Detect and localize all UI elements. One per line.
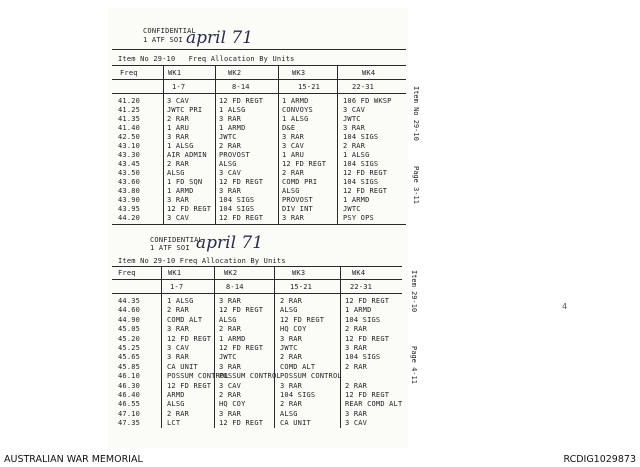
unit-cell: 12 FD REGT [343, 169, 388, 177]
classification-1: CONFIDENTIAL [143, 27, 196, 35]
column-rule [274, 266, 275, 428]
week-range: 15-21 [290, 283, 313, 291]
frequency-cell: 41.25 [118, 106, 141, 114]
rule [112, 266, 402, 267]
unit-cell: 104 SIGS [345, 353, 381, 362]
unit-cell: 12 FD REGT [280, 315, 325, 324]
unit-cell: 1 ARMD [345, 306, 372, 315]
unit-cell: 3 CAV [167, 97, 190, 105]
unit-cell: 3 RAR [219, 409, 242, 418]
unit-cell: D&E [282, 124, 296, 132]
unit-cell: CA UNIT [280, 419, 311, 428]
rule [112, 279, 402, 280]
frequency-cell: 46.40 [118, 391, 141, 399]
unit-cell: 2 RAR [343, 142, 366, 150]
unit-1: 1 ATF SOI [143, 36, 183, 44]
frequency-cell: 42.50 [118, 133, 141, 141]
week-range: 8-14 [232, 83, 250, 91]
side-page-1: Page 3-11 [412, 166, 420, 204]
frequency-cell: 43.95 [118, 205, 141, 213]
frequency-cell: 41.40 [118, 124, 141, 132]
unit-cell: POSSUM CONTROL [167, 372, 229, 381]
week-range: 15-21 [298, 83, 321, 91]
unit-cell: POSSUM CONTROL [280, 372, 342, 381]
unit-cell: 1 ARU [282, 151, 305, 159]
unit-cell: 1 ARMD [167, 187, 194, 195]
frequency-cell: 45.85 [118, 362, 141, 371]
unit-cell: 2 RAR [280, 400, 303, 409]
rule [112, 65, 406, 66]
unit-cell: 1 ALSG [282, 115, 309, 123]
unit-cell: 3 RAR [219, 297, 242, 305]
frequency-cell: 46.55 [118, 400, 141, 409]
frequency-cell: 43.10 [118, 142, 141, 150]
side-item-2: Item 29-10 [410, 270, 418, 313]
frequency-cell: 43.90 [118, 196, 141, 204]
week-range: 1-7 [170, 283, 184, 291]
frequency-cell: 45.25 [118, 344, 141, 352]
unit-cell: 1 ARMD [219, 124, 246, 132]
unit-cell: 2 RAR [219, 391, 242, 399]
column-header: WK2 [228, 69, 242, 77]
unit-cell: 1 ARU [167, 124, 190, 132]
frequency-cell: 47.10 [118, 409, 141, 418]
column-rule [161, 266, 162, 428]
frequency-cell: 43.30 [118, 151, 141, 159]
unit-cell: 1 ALSG [219, 106, 246, 114]
item-line-2: Item No 29-10 Freq Allocation By Units [118, 257, 286, 265]
unit-cell: REAR COMD ALT [345, 400, 403, 409]
unit-cell: 1 ALSG [167, 297, 194, 305]
unit-cell: 3 RAR [280, 334, 303, 343]
unit-cell: 3 RAR [219, 362, 242, 371]
week-range: 22-31 [350, 283, 373, 291]
unit-cell: 3 RAR [282, 133, 305, 141]
frequency-cell: 45.05 [118, 325, 141, 334]
unit-cell: ALSG [280, 306, 298, 315]
unit-cell: 104 SIGS [219, 205, 255, 213]
unit-cell: 3 RAR [167, 196, 190, 204]
unit-cell: 2 RAR [167, 115, 190, 123]
unit-cell: 12 FD REGT [167, 205, 212, 213]
unit-cell: 104 SIGS [219, 196, 255, 204]
frequency-cell: 41.35 [118, 115, 141, 123]
frequency-cell: 43.50 [118, 169, 141, 177]
unit-cell: 12 FD REGT [343, 187, 388, 195]
column-header: WK4 [352, 269, 366, 277]
unit-cell: 3 CAV [167, 344, 190, 352]
unit-cell: 12 FD REGT [345, 334, 390, 343]
unit-cell: COMD PRI [282, 178, 318, 186]
unit-cell: 2 RAR [282, 169, 305, 177]
unit-cell: JWTC [343, 205, 361, 213]
unit-cell: 3 RAR [280, 381, 303, 390]
unit-cell: 1 ALSG [167, 142, 194, 150]
rule [112, 49, 406, 50]
week-range: 8-14 [226, 283, 244, 291]
unit-cell: 2 RAR [345, 381, 368, 390]
unit-cell: 2 RAR [167, 160, 190, 168]
unit-cell: ALSG [282, 187, 300, 195]
side-page-2: Page 4-11 [410, 346, 418, 384]
unit-cell: 2 RAR [219, 142, 242, 150]
unit-cell: 3 CAV [343, 106, 366, 114]
footer-reference: RCDIG1029873 [563, 454, 636, 465]
classification-2: CONFIDENTIAL [150, 236, 203, 244]
unit-cell: JWTC [219, 353, 237, 362]
unit-cell: JWTC [219, 133, 237, 141]
column-header: WK3 [292, 269, 306, 277]
column-rule [278, 66, 279, 224]
unit-cell: PROVOST [219, 151, 250, 159]
unit-cell: 104 SIGS [343, 160, 379, 168]
unit-cell: CONVOYS [282, 106, 313, 114]
frequency-cell: 47.35 [118, 419, 141, 428]
unit-cell: 3 RAR [167, 325, 190, 334]
frequency-cell: 43.60 [118, 178, 141, 186]
unit-cell: 3 CAV [219, 169, 242, 177]
rule [112, 293, 402, 294]
unit-cell: 12 FD REGT [219, 344, 264, 352]
column-rule [340, 266, 341, 428]
unit-cell: JWTC [280, 344, 298, 352]
unit-cell: 3 RAR [219, 115, 242, 123]
unit-cell: 3 RAR [345, 409, 368, 418]
unit-cell: COMD ALT [280, 362, 316, 371]
unit-cell: 104 SIGS [343, 178, 379, 186]
unit-cell: 12 FD REGT [345, 297, 390, 305]
unit-cell: 12 FD REGT [219, 419, 264, 428]
column-rule [337, 66, 338, 224]
column-rule [163, 66, 164, 224]
column-header: WK2 [224, 269, 238, 277]
unit-cell: ARMD [167, 391, 185, 399]
unit-cell: 104 SIGS [343, 133, 379, 141]
frequency-cell: 44.60 [118, 306, 141, 315]
unit-cell: DIV INT [282, 205, 313, 213]
unit-cell: ALSG [219, 160, 237, 168]
rule [112, 224, 406, 225]
unit-cell: HQ COY [280, 325, 307, 334]
column-header: WK4 [362, 69, 376, 77]
item-line-1: Item No 29-10 Freq Allocation By Units [118, 55, 295, 63]
unit-cell: ALSG [167, 400, 185, 409]
unit-cell: 12 FD REGT [167, 334, 212, 343]
unit-cell: 2 RAR [280, 353, 303, 362]
unit-cell: JWTC [343, 115, 361, 123]
unit-cell: 104 SIGS [280, 391, 316, 399]
unit-cell: AIR ADMIN [167, 151, 207, 159]
unit-cell: 2 RAR [345, 362, 368, 371]
unit-cell: 12 FD REGT [167, 381, 212, 390]
frequency-cell: 46.30 [118, 381, 141, 390]
unit-cell: 2 RAR [219, 325, 242, 334]
rule [112, 93, 406, 94]
unit-2: 1 ATF SOI [150, 244, 190, 252]
unit-cell: 12 FD REGT [219, 178, 264, 186]
unit-cell: 2 RAR [345, 325, 368, 334]
week-range: 22-31 [352, 83, 375, 91]
unit-cell: PSY OPS [343, 214, 374, 222]
frequency-cell: 44.20 [118, 214, 141, 222]
unit-cell: 3 RAR [167, 133, 190, 141]
unit-cell: 3 CAV [219, 381, 242, 390]
unit-cell: PROVOST [282, 196, 313, 204]
unit-cell: CA UNIT [167, 362, 198, 371]
frequency-cell: 41.20 [118, 97, 141, 105]
unit-cell: JWTC PRI [167, 106, 203, 114]
unit-cell: 3 RAR [219, 187, 242, 195]
archive-footer [0, 451, 640, 467]
column-header: Freq [120, 69, 138, 77]
unit-cell: 12 FD REGT [219, 214, 264, 222]
unit-cell: 3 CAV [167, 214, 190, 222]
week-range: 1-7 [172, 83, 186, 91]
frequency-cell: 45.20 [118, 334, 141, 343]
unit-cell: ALSG [167, 169, 185, 177]
frequency-cell: 44.35 [118, 297, 141, 305]
frequency-cell: 46.10 [118, 372, 141, 381]
frequency-cell: 45.65 [118, 353, 141, 362]
column-rule [215, 66, 216, 224]
unit-cell: LCT [167, 419, 181, 428]
rule [112, 79, 406, 80]
unit-cell: 104 SIGS [345, 315, 381, 324]
unit-cell: 3 RAR [282, 214, 305, 222]
unit-cell: 2 RAR [167, 409, 190, 418]
unit-cell: 1 ARMD [282, 97, 309, 105]
column-rule [214, 266, 215, 428]
unit-cell: 3 RAR [345, 344, 368, 352]
unit-cell: 1 ARMD [343, 196, 370, 204]
footer-source: AUSTRALIAN WAR MEMORIAL [4, 454, 143, 465]
unit-cell: 3 CAV [345, 419, 368, 428]
frequency-cell: 44.90 [118, 315, 141, 324]
margin-mark: 4 [562, 302, 568, 311]
unit-cell: 106 FD WKSP [343, 97, 392, 105]
unit-cell: 3 RAR [343, 124, 366, 132]
unit-cell: 2 RAR [167, 306, 190, 315]
column-header: WK1 [168, 69, 182, 77]
handwritten-date-1: april 71 [186, 28, 254, 48]
column-header: WK1 [168, 269, 182, 277]
unit-cell: 12 FD REGT [282, 160, 327, 168]
unit-cell: ALSG [280, 409, 298, 418]
unit-cell: ALSG [219, 315, 237, 324]
unit-cell: HQ COY [219, 400, 246, 409]
frequency-cell: 43.80 [118, 187, 141, 195]
handwritten-date-2: april 71 [196, 233, 264, 253]
unit-cell: 1 ARMD [219, 334, 246, 343]
unit-cell: 3 CAV [282, 142, 305, 150]
unit-cell: 1 FD SQN [167, 178, 203, 186]
column-header: Freq [118, 269, 136, 277]
unit-cell: 1 ALSG [343, 151, 370, 159]
unit-cell: 3 RAR [167, 353, 190, 362]
column-header: WK3 [292, 69, 306, 77]
unit-cell: POSSUM CONTROL [219, 372, 281, 381]
unit-cell: 12 FD REGT [219, 306, 264, 315]
unit-cell: 12 FD REGT [219, 97, 264, 105]
side-item-1: Item No 29-10 [412, 86, 420, 141]
unit-cell: COMD ALT [167, 315, 203, 324]
unit-cell: 2 RAR [280, 297, 303, 305]
unit-cell: 12 FD REGT [345, 391, 390, 399]
frequency-cell: 43.45 [118, 160, 141, 168]
